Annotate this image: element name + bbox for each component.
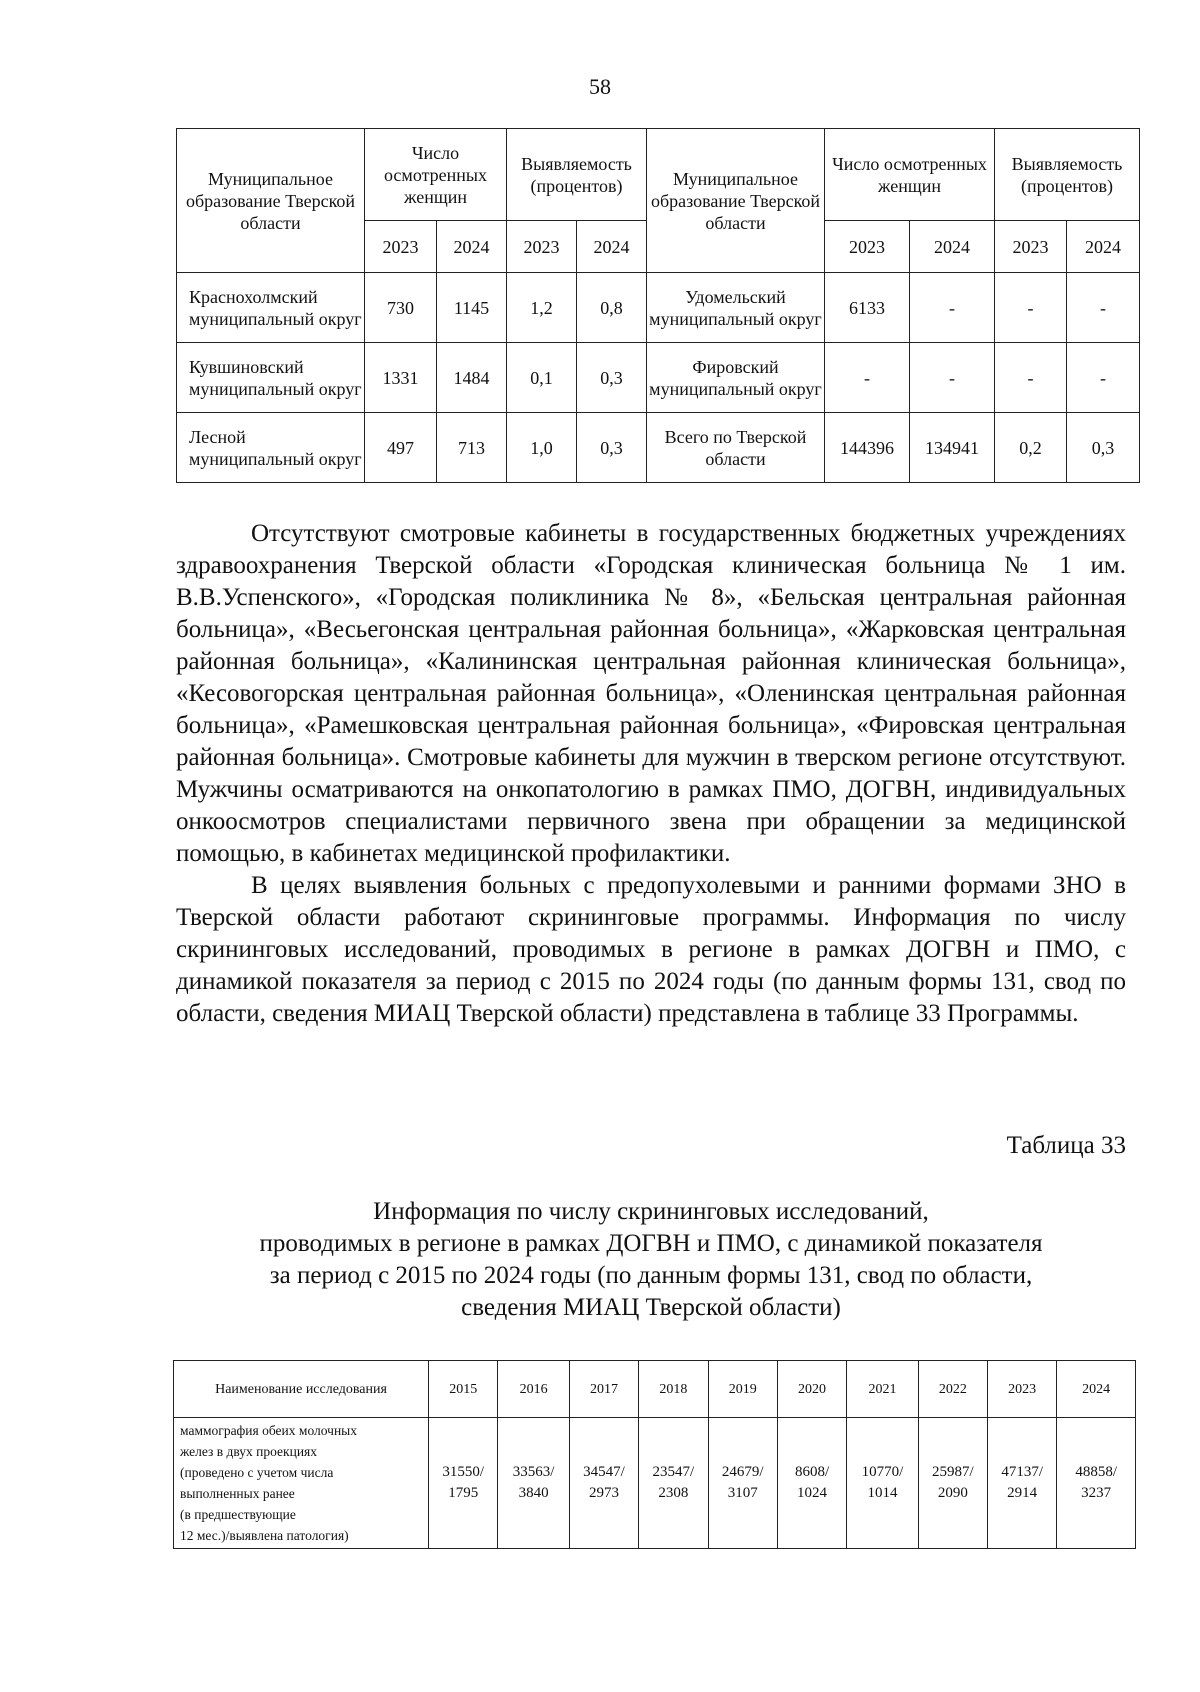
value-total: 8608/: [794, 1464, 830, 1480]
header-year: 2022: [918, 1361, 987, 1418]
table-label: Таблица 33: [1006, 1132, 1126, 1159]
header-study-name: Наименование исследования: [174, 1361, 429, 1418]
paragraph: Отсутствуют смотровые кабинеты в государственных бюджетных учреждениях здравоохранения Тверской области «Городская клиническая больница № 1 им. В.В.Успенского», «Городская поликлиника № 8», «Бельская центральная районная больница», «Весьегонская центральная районная больница», «Жарковская центральная районная больница», «Калининская центральная районная клиническая больница», «Кесовогорская центральная районная больница», «Оленинская центральная районная больница», «Рамешковская центральная районная больница», «Фировская центральная районная больница». Смотровые кабинеты для мужчин в тверском регионе отсутствуют. Мужчины осматриваются на онкопатологию в рамках ПМО, ДОГВН, индивидуальных онкоосмотров специалистами первичного звена при обращении за медицинской помощью, в кабинетах медицинской профилактики.: [176, 520, 1126, 867]
cell-value: 1,0: [507, 413, 577, 483]
study-description-line: маммография обеих молочных: [180, 1423, 357, 1438]
cell-value: [639, 1418, 708, 1549]
cell-value: [569, 1418, 638, 1549]
cell-value: 0,2: [995, 413, 1067, 483]
cell-value: 730: [365, 273, 437, 343]
municipality-name: Удомельский муниципальный округ: [647, 273, 825, 343]
table-row: [174, 1418, 1136, 1549]
header-year: 2023: [365, 221, 437, 273]
municipality-name: Фировский муниципальный округ: [647, 343, 825, 413]
paragraph: В целях выявления больных с предопухолевыми и ранними формами ЗНО в Тверской области работают скрининговые программы. Информация по числу скрининговых исследований, проводимых в регионе в рамках ДОГВН и ПМО, с динамикой показателя за период с 2015 по 2024 годы (по данным формы 131, свод по области, сведения МИАЦ Тверской области) представлена в таблице 33 Программы.: [176, 872, 1126, 1027]
value-total: 34547/: [583, 1464, 625, 1480]
header-municipality-left: Муниципальное образование Тверской области: [177, 129, 365, 273]
header-detection-right: Выявляемость (процентов): [995, 129, 1140, 221]
cell-value: -: [910, 343, 995, 413]
table-title-line: сведения МИАЦ Тверской области): [461, 1294, 841, 1321]
cell-value: 6133: [825, 273, 910, 343]
cell-value: [847, 1418, 918, 1549]
header-year: 2023: [988, 1361, 1057, 1418]
table-row: [177, 413, 1140, 483]
header-year: 2024: [910, 221, 995, 273]
cell-value: [918, 1418, 987, 1549]
value-total: 33563/: [512, 1464, 555, 1480]
cell-value: [498, 1418, 569, 1549]
municipality-name: Всего по Тверской области: [647, 413, 825, 483]
cell-value: 1484: [437, 343, 507, 413]
header-year: 2021: [847, 1361, 918, 1418]
value-total: 48858/: [1075, 1464, 1118, 1480]
women-examination-table: [176, 128, 1140, 483]
header-year: 2024: [577, 221, 647, 273]
screening-table: [173, 1360, 1136, 1549]
municipality-name: Лесной муниципальный округ: [177, 413, 365, 483]
value-total: 24679/: [721, 1464, 764, 1480]
header-examined-left: Число осмотренных женщин: [365, 129, 507, 221]
study-description-line: (проведено с учетом числа: [180, 1465, 334, 1480]
value-pathology: 1014: [867, 1485, 898, 1501]
cell-value: -: [910, 273, 995, 343]
value-total: 25987/: [931, 1464, 974, 1480]
value-total: 23547/: [652, 1464, 695, 1480]
header-detection-left: Выявляемость (процентов): [507, 129, 647, 221]
value-total: 10770/: [861, 1464, 904, 1480]
header-year: 2024: [437, 221, 507, 273]
cell-value: 134941: [910, 413, 995, 483]
study-description-line: 12 мес.)/выявлена патология): [180, 1528, 349, 1543]
table-title-line: Информация по числу скрининговых исследований,: [373, 1198, 929, 1225]
header-year: 2023: [995, 221, 1067, 273]
value-pathology: 1024: [797, 1485, 828, 1501]
study-description-line: (в предшествующие: [180, 1507, 296, 1522]
value-pathology: 3237: [1081, 1485, 1112, 1501]
cell-value: -: [1067, 343, 1140, 413]
header-year: 2018: [639, 1361, 708, 1418]
cell-value: [708, 1418, 777, 1549]
header-year: 2015: [429, 1361, 498, 1418]
value-total: 47137/: [1001, 1464, 1044, 1480]
study-description-line: желез в двух проекциях: [180, 1444, 317, 1459]
study-description-line: выполненных ранее: [180, 1486, 295, 1501]
value-pathology: 2308: [658, 1485, 689, 1501]
cell-value: [988, 1418, 1057, 1549]
value-pathology: 3840: [518, 1485, 549, 1501]
header-municipality-right: Муниципальное образование Тверской области: [647, 129, 825, 273]
cell-value: 0,3: [1067, 413, 1140, 483]
table-title: [176, 1196, 1126, 1324]
cell-value: 0,3: [577, 343, 647, 413]
study-description: [174, 1418, 429, 1549]
value-pathology: 3107: [727, 1485, 758, 1501]
cell-value: -: [995, 273, 1067, 343]
municipality-name: Кувшиновский муниципальный округ: [177, 343, 365, 413]
header-year: 2024: [1057, 1361, 1136, 1418]
cell-value: [429, 1418, 498, 1549]
cell-value: 0,3: [577, 413, 647, 483]
header-year: 2017: [569, 1361, 638, 1418]
cell-value: [1057, 1418, 1136, 1549]
header-year: 2019: [708, 1361, 777, 1418]
value-pathology: 2090: [937, 1485, 968, 1501]
header-year: 2016: [498, 1361, 569, 1418]
table-row: [177, 343, 1140, 413]
cell-value: 497: [365, 413, 437, 483]
value-total: 31550/: [442, 1464, 485, 1480]
cell-value: -: [1067, 273, 1140, 343]
cell-value: 1,2: [507, 273, 577, 343]
table-row: [177, 273, 1140, 343]
header-year: 2023: [507, 221, 577, 273]
header-year: 2023: [825, 221, 910, 273]
cell-value: -: [995, 343, 1067, 413]
table-title-line: за период с 2015 по 2024 годы (по данным формы 131, свод по области,: [269, 1262, 1033, 1289]
municipality-name: Краснохолмский муниципальный округ: [177, 273, 365, 343]
header-year: 2020: [777, 1361, 846, 1418]
page-number: 58: [589, 74, 611, 99]
table-title-line: проводимых в регионе в рамках ДОГВН и ПМО, с динамикой показателя: [259, 1230, 1043, 1257]
header-examined-right: Число осмотренных женщин: [825, 129, 995, 221]
cell-value: 0,8: [577, 273, 647, 343]
value-pathology: 2914: [1007, 1485, 1038, 1501]
header-year: 2024: [1067, 221, 1140, 273]
cell-value: 713: [437, 413, 507, 483]
cell-value: 144396: [825, 413, 910, 483]
cell-value: 1331: [365, 343, 437, 413]
value-pathology: 2973: [588, 1485, 619, 1501]
cell-value: 1145: [437, 273, 507, 343]
cell-value: 0,1: [507, 343, 577, 413]
cell-value: -: [825, 343, 910, 413]
cell-value: [777, 1418, 846, 1549]
value-pathology: 1795: [448, 1485, 479, 1501]
body-text: [176, 518, 1126, 1030]
